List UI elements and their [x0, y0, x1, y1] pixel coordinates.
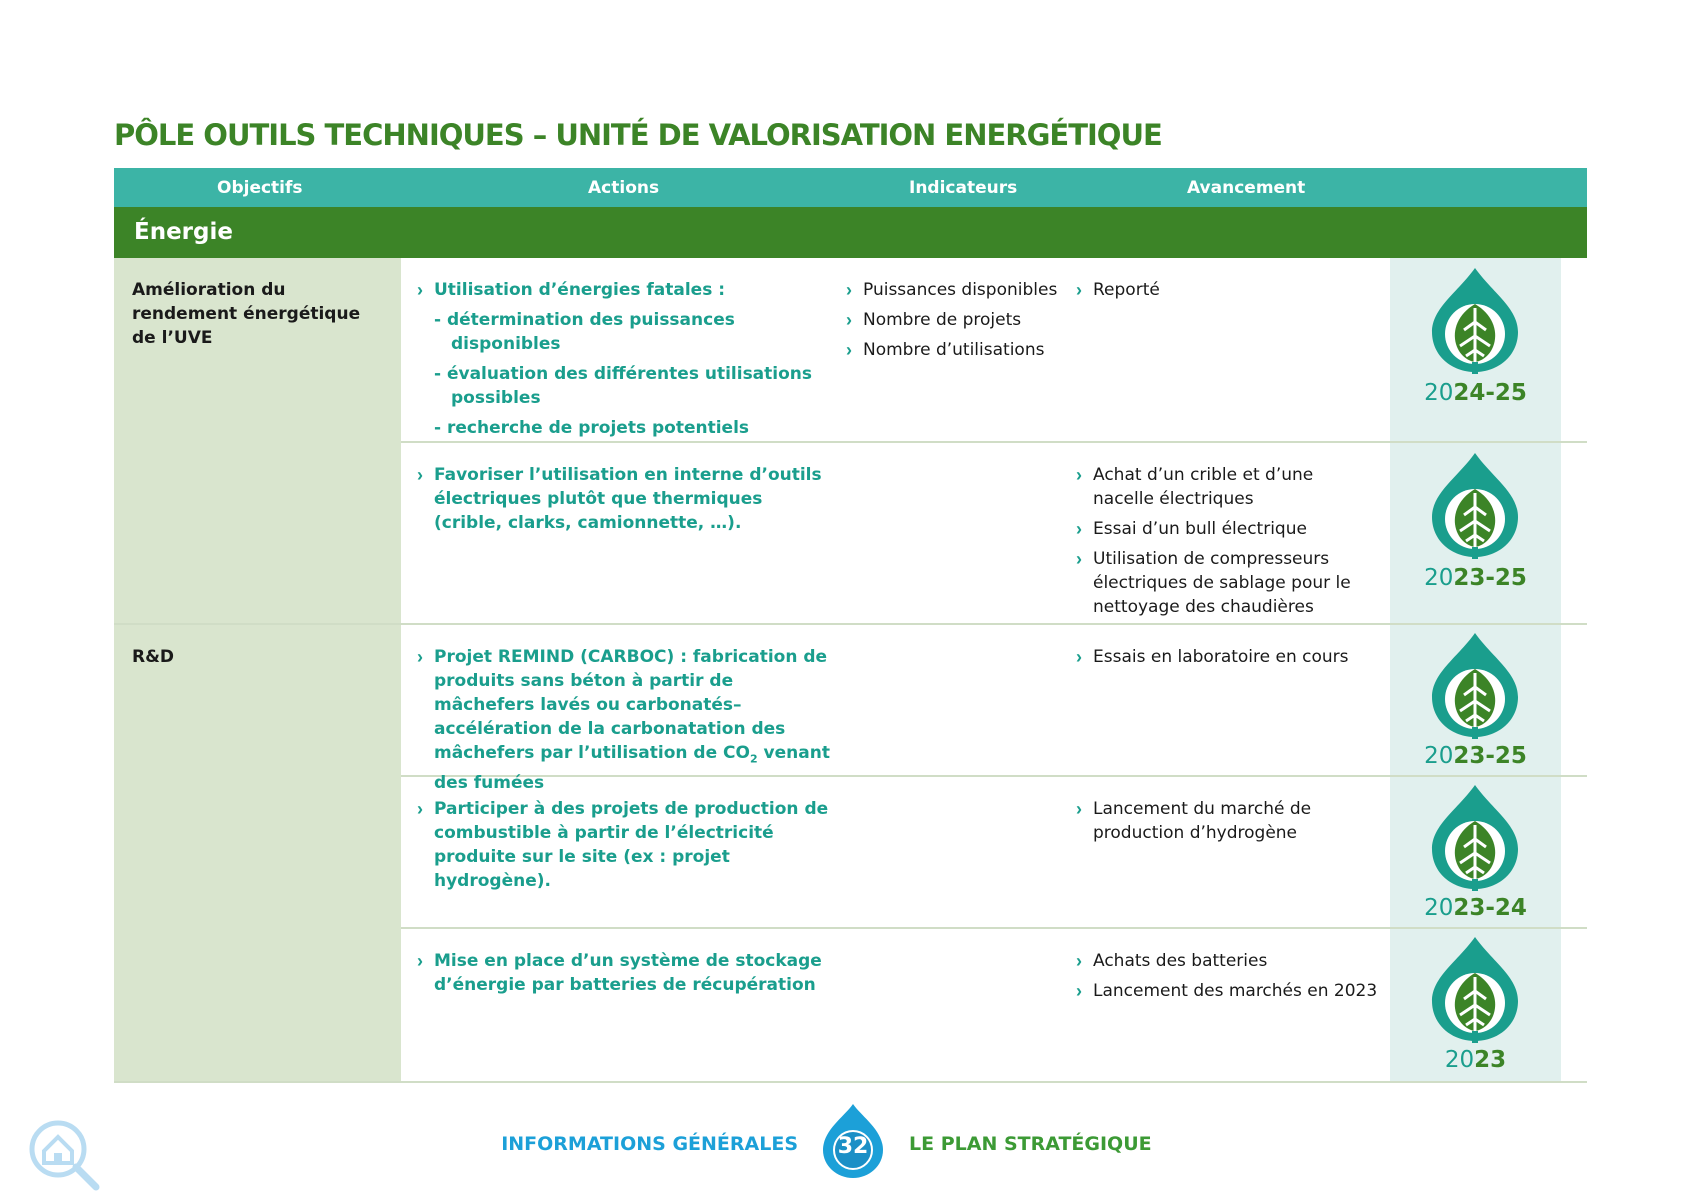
action-text: Utilisation d’énergies fatales : [434, 280, 726, 300]
objective-group [114, 625, 1587, 1083]
action-text: Favoriser l’utilisation en interne d’outils électriques plutôt que thermiques (crible, clarks, camionnette, …). [434, 465, 822, 533]
year-label: 2023 [1444, 1047, 1507, 1073]
leaf-drop-icon [1428, 935, 1522, 1045]
indicator-text: Puissances disponibles [863, 280, 1058, 300]
chevron-right-icon: › [846, 280, 852, 300]
objective-group [114, 258, 1587, 625]
chevron-right-icon: › [417, 799, 423, 819]
year-label: 2023-25 [1424, 565, 1527, 591]
year-badge [1390, 777, 1561, 927]
header-objectifs: Objectifs [217, 178, 303, 198]
progress-text: Reporté [1093, 280, 1160, 300]
chevron-right-icon: › [1076, 519, 1082, 539]
table-row [401, 258, 1587, 443]
leaf-drop-icon [1428, 783, 1522, 893]
footer-link-plan[interactable]: LE PLAN STRATÉGIQUE [909, 1133, 1152, 1155]
chevron-right-icon: › [417, 280, 423, 300]
chevron-right-icon: › [846, 340, 852, 360]
action-text: Mise en place d’un système de stockage d’énergie par batteries de récupération [434, 951, 822, 995]
progress-text: Essais en laboratoire en cours [1093, 647, 1349, 667]
strategy-table [114, 168, 1587, 1083]
chevron-right-icon: › [417, 465, 423, 485]
table-row [401, 929, 1587, 1081]
progress-text: Lancement des marchés en 2023 [1093, 981, 1378, 1001]
sub-action: - recherche de projets potentiels [434, 418, 750, 438]
table-header [114, 168, 1587, 207]
year-badge [1390, 443, 1561, 623]
footer-link-informations[interactable]: INFORMATIONS GÉNÉRALES [501, 1133, 798, 1155]
year-badge [1390, 929, 1561, 1081]
action-text: Projet REMIND (CARBOC) : fabrication de produits sans béton à partir de mâchefers lavés ou carbonatés–accélération de la carbonatation des mâchefers par l’utilisation de $CO_2$ venant des fumées [434, 647, 830, 794]
objective-label: Amélioration du rendement énergétique de l’UVE [114, 258, 401, 623]
progress-text: Achat d’un crible et d’une nacelle électriques [1093, 465, 1314, 509]
header-indicateurs: Indicateurs [909, 178, 1018, 198]
leaf-drop-icon [1428, 631, 1522, 741]
page-title: PÔLE OUTILS TECHNIQUES – UNITÉ DE VALORISATION ENERGÉTIQUE [114, 118, 1162, 152]
chevron-right-icon: › [417, 951, 423, 971]
sub-action: - évaluation des différentes utilisations possibles [434, 364, 813, 408]
progress-text: Achats des batteries [1093, 951, 1268, 971]
indicator-text: Nombre d’utilisations [863, 340, 1045, 360]
chevron-right-icon: › [1076, 981, 1082, 1001]
chevron-right-icon: › [1076, 549, 1082, 569]
year-label: 2023-25 [1424, 743, 1527, 769]
chevron-right-icon: › [1076, 799, 1082, 819]
objective-label: R&D [114, 625, 401, 1081]
leaf-drop-icon [1428, 451, 1522, 561]
footer [0, 1100, 1684, 1180]
chevron-right-icon: › [846, 310, 852, 330]
indicator-text: Nombre de projets [863, 310, 1022, 330]
leaf-drop-icon [1428, 266, 1522, 376]
progress-text: Lancement du marché de production d’hydrogène [1093, 799, 1312, 843]
home-search-icon[interactable] [26, 1117, 102, 1191]
year-label: 2023-24 [1424, 895, 1527, 921]
chevron-right-icon: › [417, 647, 423, 667]
header-actions: Actions [588, 178, 660, 198]
year-badge [1390, 625, 1561, 775]
progress-text: Essai d’un bull électrique [1093, 519, 1307, 539]
table-row [401, 625, 1587, 794]
table-row [401, 443, 1587, 623]
header-avancement: Avancement [1187, 178, 1306, 198]
sub-action: - détermination des puissances disponibles [434, 310, 735, 354]
progress-text: Utilisation de compresseurs électriques de sablage pour le nettoyage des chaudières [1093, 549, 1351, 617]
section-title: Énergie [114, 207, 1587, 258]
chevron-right-icon: › [1076, 951, 1082, 971]
chevron-right-icon: › [1076, 280, 1082, 300]
chevron-right-icon: › [1076, 647, 1082, 667]
chevron-right-icon: › [1076, 465, 1082, 485]
year-badge [1390, 258, 1561, 441]
action-text: Participer à des projets de production de combustible à partir de l’électricité produite sur le site (ex : projet hydrogène). [434, 799, 829, 891]
page-number: 32 [837, 1134, 869, 1159]
table-row [401, 777, 1587, 929]
year-label: 2024-25 [1424, 380, 1527, 406]
